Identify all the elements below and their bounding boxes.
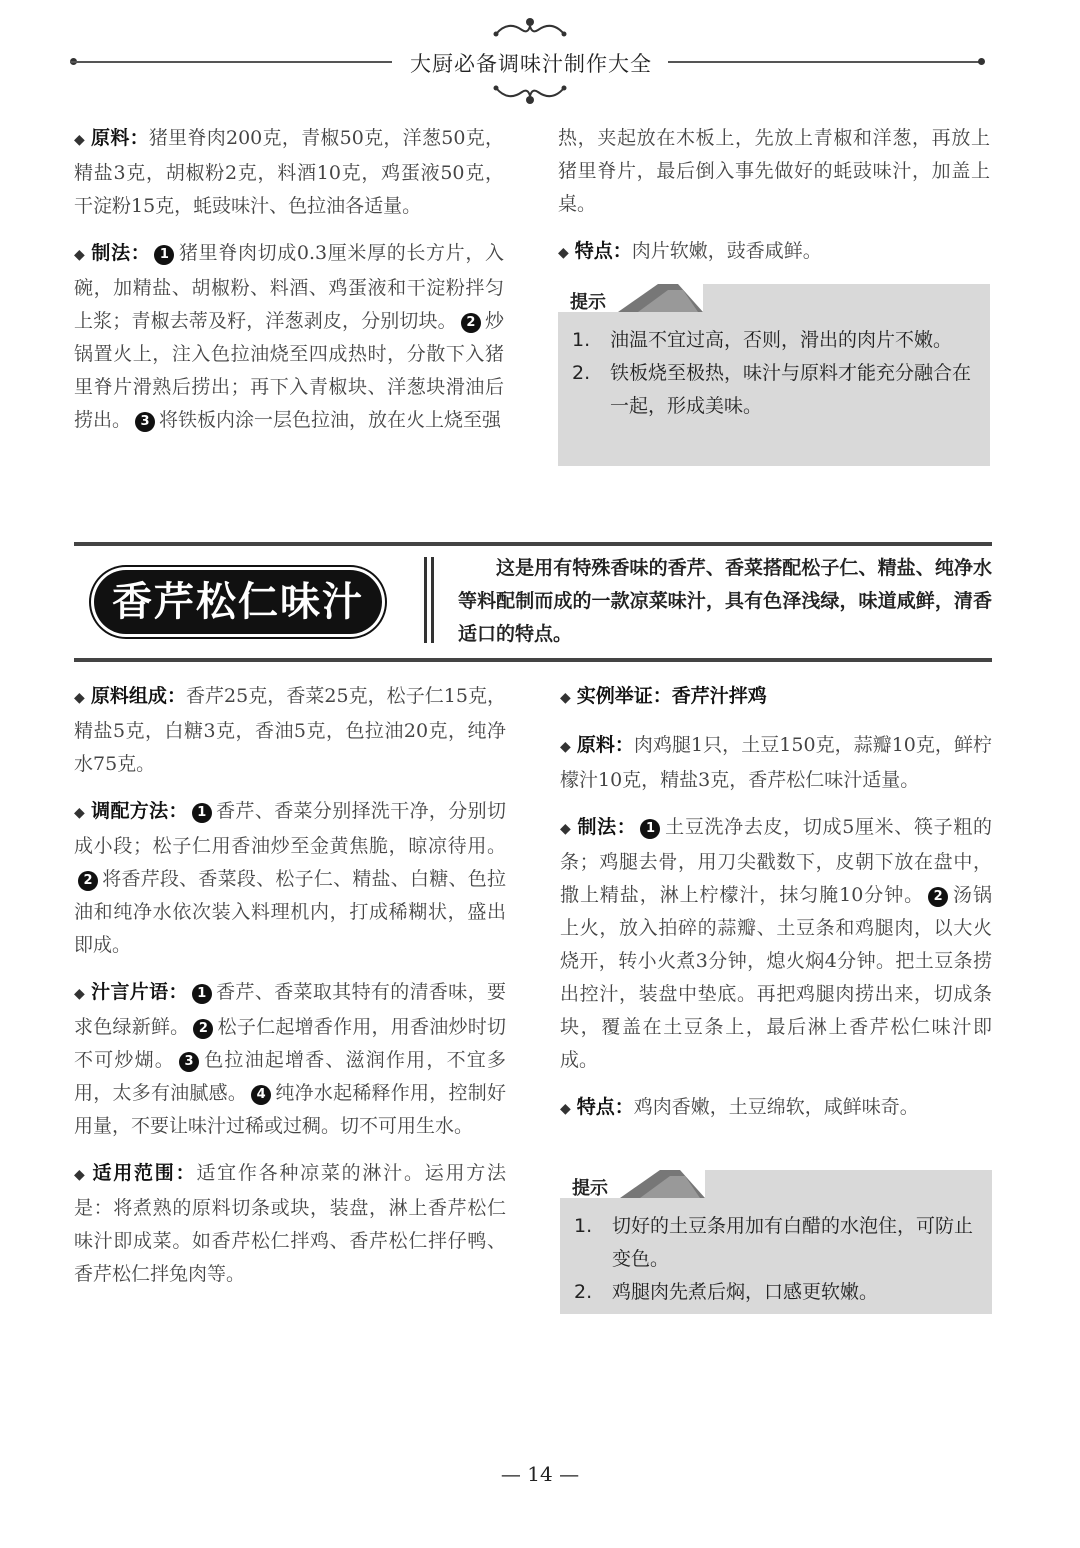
- diamond-bullet-icon: ◆: [74, 1167, 87, 1183]
- tip-item: 1. 油温不宜过高，否则，滑出的肉片不嫩。: [572, 329, 953, 351]
- scope-paragraph: ◆ 适用范围：适宜作各种凉菜的淋汁。运用方法是：将煮熟的原料切条或块，装盘，淋上香芹松仁味汁即成菜。如香芹松仁拌鸡、香芹松仁拌仔鸭、香芹松仁拌兔肉等。: [74, 1162, 506, 1285]
- example-method-paragraph: ◆ 制法： 1 土豆洗净去皮，切成5厘米、筷子粗的条；鸡腿去骨，用刀尖戳数下，皮朝下放在盘中，撒上精盐，淋上柠檬汁，抹匀腌10分钟。 2 汤锅上火，放入拍碎的蒜瓣、土豆条和鸡腿肉，以大火烧开，转小火煮3分钟，熄火焖4分钟。把土豆条捞出控汁，装盘中垫底。再把鸡腿肉捞出来，切成条块，覆盖在土豆条上，最后淋上香芹松仁味汁即成。: [560, 816, 992, 1071]
- tips-paragraph: ◆ 汁言片语： 1 香芹、香菜取其特有的清香味，要求色绿新鲜。 2 松子仁起增香作用，用香油炒时切不可炒煳。 3 色拉油起增香、滋润作用，不宜多用，太多有油腻感。 4 纯净水起稀释作用，控制好用量，不要让味汁过稀或过稠。切不可用生水。: [74, 981, 506, 1137]
- tip-header: 提示: [560, 1170, 705, 1198]
- book-title: 大厨必备调味汁制作大全: [410, 52, 652, 76]
- tip-box-bottom: [560, 1170, 992, 1314]
- diamond-bullet-icon: ◆: [74, 805, 86, 821]
- method-paragraph: ◆ 制法： 1 猪里脊肉切成0.3厘米厚的长方片，入碗，加精盐、胡椒粉、料酒、鸡蛋液和干淀粉拌匀上浆；青椒去蒂及籽，洋葱剥皮，分别切块。 2 炒锅置火上，注入色拉油烧至四成热时，分散下入猪里脊片滑熟后捞出；再下入青椒块、洋葱块滑油后捞出。 3 将铁板内涂一层色拉油，放在火上烧至强: [74, 242, 504, 431]
- diamond-bullet-icon: ◆: [558, 245, 569, 261]
- tip-item: 2. 鸡腿肉先煮后焖，口感更软嫩。: [574, 1281, 879, 1303]
- diamond-bullet-icon: ◆: [560, 739, 571, 755]
- step-number-icon: 3: [179, 1052, 199, 1072]
- step-number-icon: 2: [461, 313, 481, 333]
- section-intro: 这是用有特殊香味的香芹、香菜搭配松子仁、精盐、纯净水等料配制而成的一款凉菜味汁，具有色泽浅绿，味道咸鲜，清香适口的特点。: [458, 557, 992, 645]
- example-paragraph: ◆ 实例举证：香芹汁拌鸡: [560, 685, 767, 707]
- ornament-bottom-icon: [488, 82, 572, 108]
- diamond-bullet-icon: ◆: [74, 690, 85, 706]
- step-number-icon: 1: [640, 819, 660, 839]
- step-number-icon: 2: [928, 887, 948, 907]
- tip-list: [574, 1210, 982, 1309]
- step-number-icon: 1: [154, 245, 174, 265]
- example-feature-paragraph: ◆ 特点：鸡肉香嫩，土豆绵软，咸鲜味奇。: [560, 1096, 919, 1118]
- tip-item: 1. 切好的土豆条用加有白醋的水泡住，可防止变色。: [574, 1215, 974, 1270]
- feature-paragraph: ◆ 特点：肉片软嫩，豉香咸鲜。: [558, 240, 822, 262]
- example-ingredients-paragraph: ◆ 原料：肉鸡腿1只，土豆150克，蒜瓣10克，鲜柠檬汁10克，精盐3克，香芹松仁味汁适量。: [560, 734, 992, 791]
- diamond-bullet-icon: ◆: [74, 132, 86, 148]
- step-number-icon: 2: [78, 871, 98, 891]
- tip-header: 提示: [558, 284, 703, 312]
- step-number-icon: 3: [135, 412, 155, 432]
- step-number-icon: 1: [192, 984, 212, 1004]
- tip-list: [572, 324, 980, 423]
- method-continued: 热，夹起放在木板上，先放上青椒和洋葱，再放上猪里脊片，最后倒入事先做好的蚝豉味汁，加盖上桌。: [558, 127, 990, 215]
- composition-paragraph: ◆ 原料组成：香芹25克，香菜25克，松子仁15克，精盐5克，白糖3克，香油5克，色拉油20克，纯净水75克。: [74, 685, 506, 775]
- diamond-bullet-icon: ◆: [560, 1101, 571, 1117]
- top-left-column: [74, 122, 504, 451]
- ornament-top-icon: [488, 14, 572, 40]
- page-header: [70, 14, 990, 110]
- tip-item: 2. 铁板烧至极热，味汁与原料才能充分融合在一起，形成美味。: [572, 362, 972, 417]
- section-top-rule: [74, 542, 992, 546]
- header-dot-right: [978, 58, 985, 65]
- step-number-icon: 4: [251, 1085, 271, 1105]
- bottom-left-column: [74, 680, 506, 1305]
- section-title-badge: 香芹松仁味汁: [94, 570, 382, 634]
- diamond-bullet-icon: ◆: [560, 690, 571, 706]
- top-right-column: [558, 122, 990, 284]
- header-rule-left: [70, 61, 392, 63]
- page-number: — 14 —: [500, 1462, 580, 1486]
- bottom-right-column: [560, 680, 992, 1140]
- ingredients-paragraph: ◆ 原料：猪里脊肉200克，青椒50克，洋葱50克，精盐3克，胡椒粉2克，料酒10克，鸡蛋液50克，干淀粉15克，蚝豉味汁、色拉油各适量。: [74, 127, 504, 217]
- tip-box-top: [558, 284, 990, 466]
- diamond-bullet-icon: ◆: [74, 986, 86, 1002]
- section-divider: [431, 557, 434, 643]
- step-number-icon: 1: [192, 803, 212, 823]
- section-divider: [424, 557, 427, 643]
- step-number-icon: 2: [193, 1019, 213, 1039]
- diamond-bullet-icon: ◆: [560, 821, 572, 837]
- header-rule-right: [668, 61, 984, 63]
- prep-paragraph: ◆ 调配方法： 1 香芹、香菜分别择洗干净，分别切成小段；松子仁用香油炒至金黄焦脆，晾凉待用。2 将香芹段、香菜段、松子仁、精盐、白糖、色拉油和纯净水依次装入料理机内，打成稀糊状，盛出即成。: [74, 800, 506, 956]
- section-bottom-rule: [74, 658, 992, 662]
- diamond-bullet-icon: ◆: [74, 247, 86, 263]
